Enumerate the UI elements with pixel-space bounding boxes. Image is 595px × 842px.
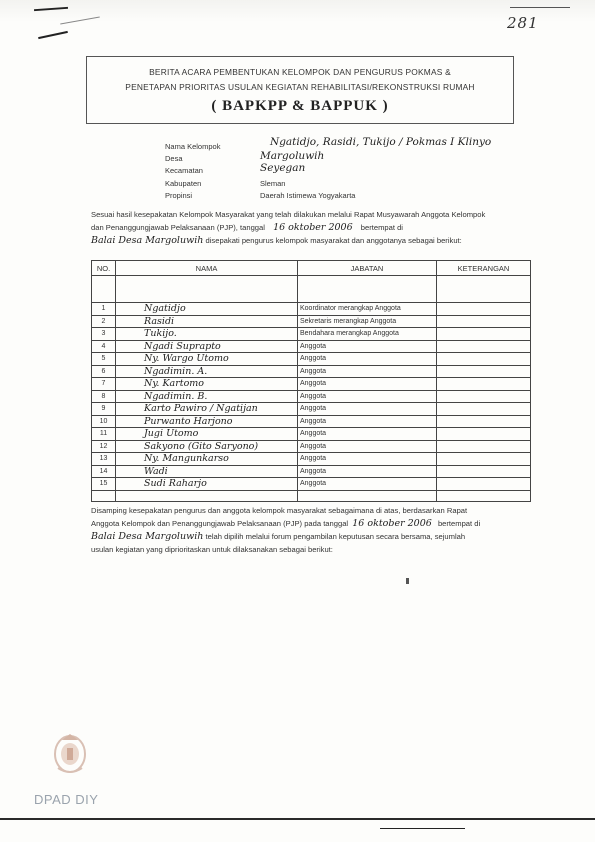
table-row-blank [92, 490, 531, 501]
row-jabatan: Anggota [298, 428, 437, 441]
row-jabatan: Sekretaris merangkap Anggota [298, 315, 437, 328]
row-no: 6 [92, 365, 116, 378]
page-number: 281 [507, 14, 539, 32]
row-no: 1 [92, 303, 116, 316]
row-no: 2 [92, 315, 116, 328]
table-row [92, 465, 531, 478]
table-header-row [92, 261, 531, 276]
table-row [92, 315, 531, 328]
header-jabatan: JABATAN [298, 261, 437, 276]
info-row-kabupaten [165, 177, 565, 189]
row-nama: Ny. Wargo Utomo [116, 353, 298, 366]
table-row [92, 403, 531, 416]
table-row [92, 303, 531, 316]
row-nama: Karto Pawiro / Ngatijan [116, 403, 298, 416]
scan-edge [0, 818, 595, 820]
table-row [92, 353, 531, 366]
row-jabatan: Anggota [298, 440, 437, 453]
row-keterangan [437, 365, 531, 378]
row-keterangan [437, 478, 531, 491]
para2-line2 [91, 517, 480, 530]
table-row [92, 378, 531, 391]
row-no: 4 [92, 340, 116, 353]
para1-line2-end: bertempat di [360, 223, 403, 232]
propinsi-label: Propinsi [165, 191, 193, 200]
para1-line2 [91, 221, 403, 234]
row-no: 5 [92, 353, 116, 366]
members-table [91, 260, 531, 502]
watermark-text: DPAD DIY [34, 792, 99, 807]
row-no: 13 [92, 453, 116, 466]
table-row [92, 390, 531, 403]
row-keterangan [437, 403, 531, 416]
row-no: 14 [92, 465, 116, 478]
page-number-underline [510, 0, 570, 8]
row-jabatan: Anggota [298, 478, 437, 491]
header-nama: NAMA [116, 261, 298, 276]
row-keterangan [437, 390, 531, 403]
info-row-propinsi [165, 189, 565, 201]
para1-line3 [91, 234, 462, 247]
row-jabatan: Anggota [298, 403, 437, 416]
kecamatan-value: Seyegan [260, 162, 306, 174]
para1-place: Balai Desa Margoluwih [91, 235, 204, 246]
row-nama: Ngadimin. A. [116, 365, 298, 378]
para2-line4: usulan kegiatan yang diprioritaskan untuk dilaksanakan sebagai berikut: [91, 545, 333, 554]
row-jabatan: Anggota [298, 390, 437, 403]
table-row [92, 440, 531, 453]
header-keterangan: KETERANGAN [437, 261, 531, 276]
table-row [92, 340, 531, 353]
row-jabatan: Anggota [298, 453, 437, 466]
row-nama: Ny. Kartomo [116, 378, 298, 391]
table-row [92, 365, 531, 378]
row-nama: Ngadi Suprapto [116, 340, 298, 353]
kabupaten-label: Kabupaten [165, 179, 202, 188]
nama-kelompok-label: Nama Kelompok [165, 142, 221, 151]
pen-mark [38, 31, 68, 39]
row-no: 8 [92, 390, 116, 403]
propinsi-value: Daerah Istimewa Yogyakarta [260, 191, 356, 200]
row-nama: Rasidi [116, 315, 298, 328]
row-keterangan [437, 340, 531, 353]
row-nama: Ngadimin. B. [116, 390, 298, 403]
title-line-3: ( BAPKPP & BAPPUK ) [211, 98, 389, 114]
row-nama: Sakyono (Gito Saryono) [116, 440, 298, 453]
desa-label: Desa [165, 154, 183, 163]
row-nama: Purwanto Harjono [116, 415, 298, 428]
row-nama: Ngatidjo [116, 303, 298, 316]
row-keterangan [437, 453, 531, 466]
header-no: NO. [92, 261, 116, 276]
table-row [92, 453, 531, 466]
para2-line1: Disamping kesepakatan pengurus dan anggota kelompok masyarakat sebagaimana di atas, berdasarkan Rapat [91, 506, 468, 515]
desa-value: Margoluwih [260, 150, 325, 162]
pen-mark [380, 828, 465, 829]
title-box [86, 56, 514, 124]
row-keterangan [437, 465, 531, 478]
row-keterangan [437, 328, 531, 341]
para2-date: 16 oktober 2006 [352, 518, 432, 529]
row-no: 9 [92, 403, 116, 416]
table-row [92, 478, 531, 491]
kecamatan-label: Kecamatan [165, 166, 203, 175]
para2-place: Balai Desa Margoluwih [91, 531, 204, 542]
ink-mark [406, 578, 409, 584]
row-no: 10 [92, 415, 116, 428]
nama-kelompok-value: Ngatidjo, Rasidi, Tukijo / Pokmas I Klinyo [270, 136, 492, 148]
row-keterangan [437, 440, 531, 453]
row-jabatan: Anggota [298, 465, 437, 478]
row-keterangan [437, 315, 531, 328]
row-keterangan [437, 378, 531, 391]
title-line-2: PENETAPAN PRIORITAS USULAN KEGIATAN REHABILITASI/REKONSTRUKSI RUMAH [125, 82, 475, 92]
row-keterangan [437, 415, 531, 428]
para1-date: 16 oktober 2006 [273, 222, 353, 233]
row-no: 12 [92, 440, 116, 453]
table-row [92, 328, 531, 341]
row-keterangan [437, 353, 531, 366]
row-no: 7 [92, 378, 116, 391]
row-jabatan: Anggota [298, 340, 437, 353]
info-row-nama-kelompok [165, 136, 565, 152]
title-line-1: BERITA ACARA PEMBENTUKAN KELOMPOK DAN PENGURUS POKMAS & [149, 67, 451, 77]
row-jabatan: Koordinator merangkap Anggota [298, 303, 437, 316]
para2-line2-text: Anggota Kelompok dan Penanggungjawab Pelaksanaan (PJP) pada tanggal [91, 519, 349, 528]
para1-line2-text: dan Penanggungjawab Pelaksanaan (PJP), tanggal [91, 223, 265, 232]
kabupaten-value: Sleman [260, 179, 286, 188]
row-nama: Sudi Raharjo [116, 478, 298, 491]
row-nama: Tukijo. [116, 328, 298, 341]
para1-line3-text: disepakati pengurus kelompok masyarakat dan anggotanya sebagai berikut: [205, 236, 462, 245]
row-keterangan [437, 428, 531, 441]
para1-line1: Sesuai hasil kesepakatan Kelompok Masyarakat yang telah dilakukan melalui Rapat Musyawarah Anggota Kelompok [91, 210, 486, 219]
table-row [92, 428, 531, 441]
info-row-kecamatan [165, 164, 565, 176]
row-nama: Jugi Utomo [116, 428, 298, 441]
emblem-icon [50, 730, 90, 778]
row-jabatan: Anggota [298, 415, 437, 428]
table-row [92, 415, 531, 428]
row-jabatan: Anggota [298, 353, 437, 366]
row-nama: Wadi [116, 465, 298, 478]
para2-line3 [91, 530, 465, 543]
info-row-desa [165, 152, 565, 164]
row-nama: Ny. Mangunkarso [116, 453, 298, 466]
row-jabatan: Anggota [298, 378, 437, 391]
para2-line2-end: bertempat di [437, 519, 481, 528]
row-no: 3 [92, 328, 116, 341]
row-jabatan: Anggota [298, 365, 437, 378]
row-no: 15 [92, 478, 116, 491]
row-jabatan: Bendahara merangkap Anggota [298, 328, 437, 341]
row-no: 11 [92, 428, 116, 441]
para2-line3-text: telah dipilih melalui forum pengambilan keputusan secara bersama, sejumlah [205, 532, 466, 541]
row-keterangan [437, 303, 531, 316]
table-row-blank [92, 276, 531, 303]
